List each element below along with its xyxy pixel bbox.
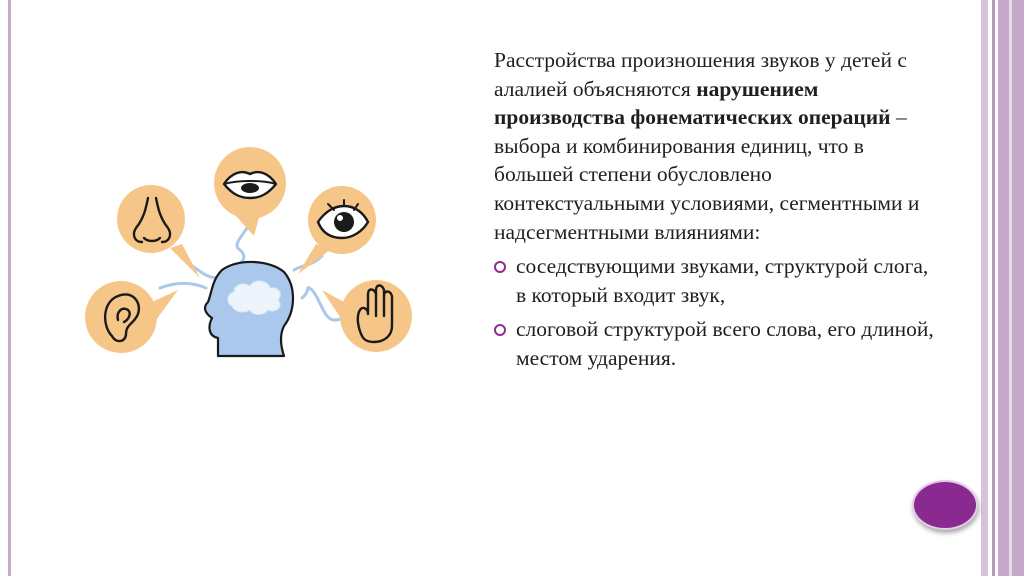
senses-illustration: [72, 140, 432, 390]
eye-icon: [298, 186, 376, 274]
nose-icon: [117, 185, 200, 278]
bullet-list: [494, 252, 934, 372]
right-border-stripe: [981, 0, 988, 576]
hand-icon: [322, 280, 412, 352]
left-border-line: [8, 0, 11, 576]
right-border-stripe: [992, 0, 995, 576]
ear-icon: [85, 281, 178, 353]
mouth-icon: [214, 147, 286, 236]
slide-nav-button[interactable]: [912, 480, 978, 530]
bullet-item: [494, 252, 934, 309]
right-border-highlight: [1009, 0, 1012, 576]
intro-paragraph: [494, 46, 934, 246]
bullet-circle-icon: [494, 261, 506, 273]
bullet-text: соседствующими звуками, структурой слога, в который входит звук,: [516, 254, 929, 307]
intro-text-end: – выбора и комбинирования единиц, что в большей степени обусловлено контекстуальными условиями, сегментными и надсегментными влияниями:: [494, 105, 920, 244]
bullet-text: слоговой структурой всего слова, его длиной, местом ударения.: [516, 317, 934, 370]
intro-text-start: Расстройства произношения звуков у детей с алалией объясняются: [494, 48, 907, 101]
bullet-circle-icon: [494, 324, 506, 336]
bullet-item: [494, 315, 934, 372]
head-icon: [205, 262, 293, 356]
intro-bold-term: нарушением производства фонематических операций: [494, 76, 891, 130]
slide-text: [494, 46, 934, 379]
